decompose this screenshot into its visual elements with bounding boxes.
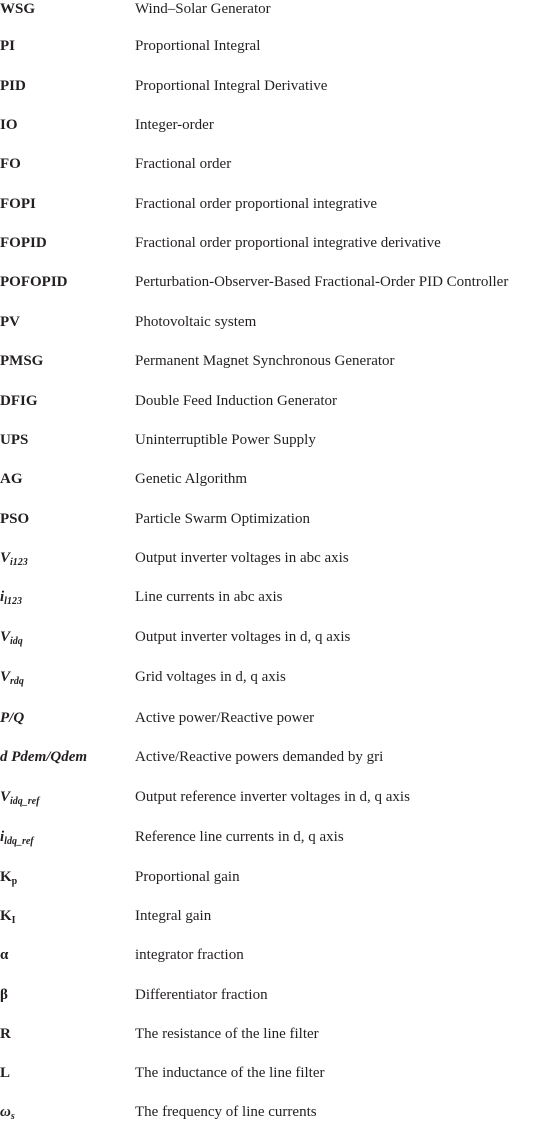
description: Differentiator fraction <box>135 987 268 1003</box>
symbol-beta: β <box>0 987 8 1003</box>
description: Active power/Reactive power <box>135 710 315 726</box>
symbol-dfig: DFIG <box>0 393 38 409</box>
symbol-pi: PI <box>0 38 15 54</box>
symbol-pv: PV <box>0 314 20 330</box>
symbol-pso: PSO <box>0 511 30 527</box>
nomenclature-row <box>0 986 558 1016</box>
nomenclature-row <box>0 748 558 778</box>
symbol-kp: $K_p$ <box>0 869 18 887</box>
description: Proportional gain <box>135 869 240 885</box>
symbol-wsg: WSG <box>0 1 36 17</box>
symbol-ag: AG <box>0 471 23 487</box>
symbol-v-i123: $V_{i123}$ <box>0 550 28 568</box>
symbol-fo: FO <box>0 156 21 172</box>
nomenclature-row <box>0 431 558 461</box>
description: Reference line currents in d, q axis <box>135 829 344 845</box>
symbol-fopid: FOPID <box>0 235 47 251</box>
symbol-pmsg: PMSG <box>0 353 44 369</box>
nomenclature-row <box>0 628 558 658</box>
nomenclature-row <box>0 1025 558 1055</box>
description: Output inverter voltages in abc axis <box>135 550 349 566</box>
nomenclature-row <box>0 828 558 858</box>
description: Fractional order proportional integrative <box>135 196 377 212</box>
nomenclature-row <box>0 788 558 818</box>
nomenclature-row <box>0 946 558 976</box>
symbol-fopi: FOPI <box>0 196 36 212</box>
description: Output reference inverter voltages in d, q axis <box>135 789 410 805</box>
nomenclature-row <box>0 470 558 500</box>
symbol-i-l123: $i_{l123}$ <box>0 589 22 607</box>
description: Output inverter voltages in d, q axis <box>135 629 351 645</box>
nomenclature-row <box>0 709 558 739</box>
nomenclature-row <box>0 37 558 67</box>
nomenclature-row <box>0 313 558 343</box>
description: The frequency of line currents <box>135 1104 317 1120</box>
nomenclature-row <box>0 868 558 898</box>
description: The inductance of the line filter <box>135 1065 325 1081</box>
symbol-alpha: α <box>0 947 9 963</box>
description: Particle Swarm Optimization <box>135 511 310 527</box>
nomenclature-row <box>0 668 558 698</box>
description: Genetic Algorithm <box>135 471 248 487</box>
nomenclature-row <box>0 907 558 937</box>
symbol-pdem-qdem: d Pdem/Qdem <box>0 749 88 765</box>
symbol-v-idq: $V_{idq}$ <box>0 629 23 647</box>
description: Fractional order <box>135 156 232 172</box>
description: Permanent Magnet Synchronous Generator <box>135 353 395 369</box>
description: Integer-order <box>135 117 214 133</box>
nomenclature-row <box>0 155 558 185</box>
description: Uninterruptible Power Supply <box>135 432 316 448</box>
description: Proportional Integral <box>135 38 261 54</box>
symbol-r: R <box>0 1026 11 1042</box>
symbol-omega-s: $\omega_s$ <box>0 1104 15 1122</box>
nomenclature-row <box>0 549 558 579</box>
description: The resistance of the line filter <box>135 1026 319 1042</box>
description: Active/Reactive powers demanded by gri <box>135 749 384 765</box>
symbol-pid: PID <box>0 78 26 94</box>
nomenclature-row <box>0 77 558 107</box>
symbol-pofopid: POFOPID <box>0 274 68 290</box>
nomenclature-row <box>0 392 558 422</box>
nomenclature-row <box>0 352 558 382</box>
nomenclature-row <box>0 1064 558 1094</box>
symbol-l: L <box>0 1065 11 1081</box>
description: integrator fraction <box>135 947 244 963</box>
nomenclature-row <box>0 510 558 540</box>
description: Proportional Integral Derivative <box>135 78 328 94</box>
description: Wind–Solar Generator <box>135 1 271 17</box>
symbol-io: IO <box>0 117 18 133</box>
nomenclature-row <box>0 588 558 618</box>
nomenclature-row <box>0 195 558 225</box>
symbol-v-rdq: $V_{rdq}$ <box>0 669 24 687</box>
symbol-ki: $K_I$ <box>0 908 16 926</box>
description: Line currents in abc axis <box>135 589 283 605</box>
nomenclature-row <box>0 0 558 30</box>
description: Photovoltaic system <box>135 314 257 330</box>
nomenclature-row <box>0 116 558 146</box>
description: Perturbation-Observer-Based Fractional-Order PID Controller <box>135 274 509 290</box>
nomenclature-row <box>0 273 558 303</box>
symbol-p-q: P/Q <box>0 710 25 726</box>
symbol-ups: UPS <box>0 432 29 448</box>
nomenclature-row <box>0 1103 558 1133</box>
symbol-v-idq-ref: $V_{idq\_ref}$ <box>0 789 40 807</box>
symbol-i-ldq-ref: $i_{ldq\_ref}$ <box>0 829 34 847</box>
description: Double Feed Induction Generator <box>135 393 338 409</box>
nomenclature-row <box>0 234 558 264</box>
description: Integral gain <box>135 908 212 924</box>
description: Grid voltages in d, q axis <box>135 669 286 685</box>
description: Fractional order proportional integrative derivative <box>135 235 441 251</box>
